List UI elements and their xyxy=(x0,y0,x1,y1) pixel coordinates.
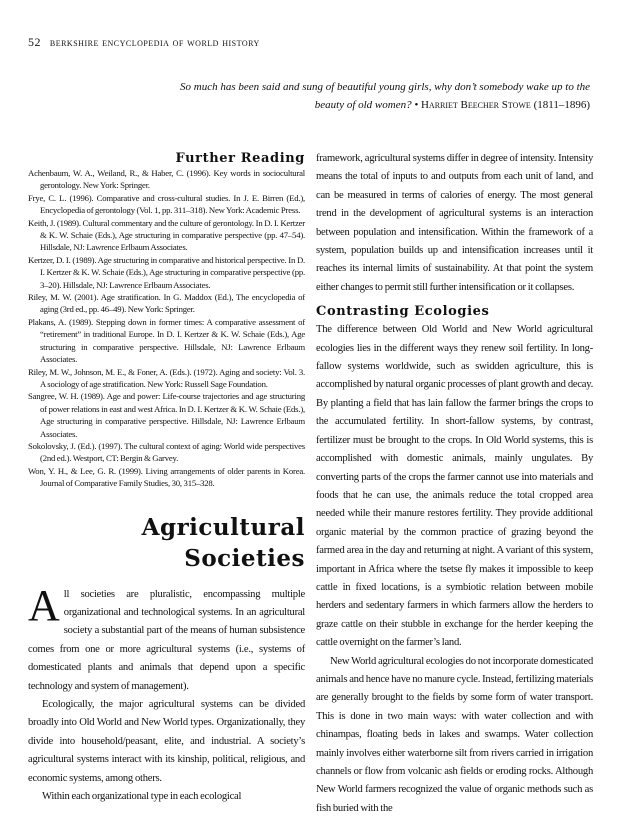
paragraph xyxy=(28,580,305,696)
paragraph: framework, agricultural systems differ in degree of intensity. Intensity means the total of inputs to and outputs from each unit of land, and can be measured in terms of calories of energy. The most general trend in the development of agricultural systems is an interaction between population and intensification. Within the framework of a system, population builds up and intensification increases until it reaches its internal limits of sustainability. At that point the system either changes to permit still further intensification or it collapses. xyxy=(316,153,593,293)
drop-cap: A xyxy=(28,580,60,630)
reference-item: Achenbaum, W. A., Weiland, R., & Haber, C. (1996). Key words in sociocultural gerontology. New York: Springer. xyxy=(28,168,305,191)
quote-text: So much has been said and sung of beautiful young girls, why don’t somebody wake up to the beauty of old women? xyxy=(180,81,591,111)
paragraph: Ecologically, the major agricultural systems can be divided broadly into Old World and New World types. Organizationally, they divide into household/peasant, elite, and industrial. A society’s agricultural systems interact with its kinship, political, religious, and economic systems, among others. xyxy=(28,699,305,784)
article-title xyxy=(28,512,305,574)
reference-item: Riley, M. W., Johnson, M. E., & Foner, A. (Eds.). (1972). Aging and society: Vol. 3. A sociology of age stratification. New York: Russell Sage Foundation. xyxy=(28,366,305,389)
article-title-line: Agricultural xyxy=(141,513,305,541)
reference-item: Won, Y. H., & Lee, G. R. (1999). Living arrangements of older parents in Korea. Journal of Comparative Family Studies, 30, 315–328. xyxy=(28,465,305,489)
reference-item: Sangree, W. H. (1989). Age and power: Life-course trajectories and age structuring of power relations in east and west Africa. In D. I. Kertzer & K. W. Schaie (Eds.), Age structuring in comparative perspective. Hillsdale, NJ: Lawrence Erlbaum Associates. xyxy=(28,391,305,439)
quote-bullet: • xyxy=(414,99,419,111)
reference-item: Kertzer, D. I. (1989). Age structuring in comparative and historical perspective. In D. I. Kertzer & K. W. Schaie (Eds.), Age structuring in comparative perspective (pp. 3–20). Hillsdale, NJ: Lawrence Erlbaum Associates. xyxy=(28,254,305,290)
left-column-body xyxy=(28,580,305,807)
left-column xyxy=(28,150,305,806)
running-title: berkshire encyclopedia of world history xyxy=(49,37,260,49)
reference-item: Sokolovsky, J. (Ed.). (1997). The cultural context of aging: World wide perspectives (2nd ed.). Westport, CT: Bergin & Garvey. xyxy=(28,440,305,464)
page-number: 52 xyxy=(28,35,41,49)
running-header xyxy=(28,35,260,50)
reference-list xyxy=(28,167,305,490)
paragraph-text: ll societies are pluralistic, encompassing multiple organizational and technological systems. In an agricultural society a substantial part of the means of human subsistence comes from one or more agricultural systems (i.e., systems of domesticated plants and animals that depend upon a specific technology and system of management). xyxy=(28,588,305,692)
quote-attribution: Harriet Beecher Stowe (1811–1896) xyxy=(420,99,590,111)
paragraph: The difference between Old World and New World agricultural ecologies lies in the different ways they renew soil fertility. In long-fallow systems worldwide, such as swidden agriculture, this is accomplished by natural organic processes of plant growth and decay. By planting a field that has lain fallow the farmer brings the crops to the accumulated fertility. In short-fallow systems, by contrast, fertilizer must be brought to the crops. In Old World systems, this is accomplished with domestic animals, mainly ungulates. By converting parts of the crops the farmer cannot use into materials and foods that he can use, the animals reduce the total cropped area needed while their manure restores fertility. They provide additional organic material by the common practice of grazing beyond the farmed area in the day and returning at night. A variant of this system, important in Africa where the tsetse fly makes it impossible to keep cattle in fixed locations, is a symbiotic relation between mobile herders and sedentary farmers in which farmers allow the herders to graze cattle on their stubble in exchange for the herder keeping the cattle overnight on the farmer’s land. xyxy=(316,324,593,649)
reference-item: Plakans, A. (1989). Stepping down in former times: A comparative assessment of “retirement” in traditional Europe. In D. I. Kertzer & K. W. Schaie (Eds.), Age structuring in comparative perspective. Hillsdale, NJ: Lawrence Erlbaum Associates. xyxy=(28,316,305,365)
right-column-body xyxy=(316,150,593,818)
epigraph-quote xyxy=(180,78,590,114)
paragraph: New World agricultural ecologies do not incorporate domesticated animals and hence have no manure cycle. Instead, fertilizing materials are generally brought to the fields by some form of water transport. This is done in two main ways: with water collection and with chinampas, floating beds in lakes and swamps. Water collection mainly involves either waterborne silt from rivers carried in irrigation channels or flow from volcanic ash fields or eroding rocks. Although New World farmers recognized the value of organic methods such as fish buried with the xyxy=(316,655,593,814)
article-title-line: Societies xyxy=(184,544,305,572)
further-reading-heading: Further Reading xyxy=(175,151,305,166)
reference-item: Riley, M. W. (2001). Age stratification. In G. Maddox (Ed.), The encyclopedia of aging (3rd ed., pp. 46–49). New York: Springer. xyxy=(28,292,305,315)
section-heading: Contrasting Ecologies xyxy=(316,304,490,320)
reference-item: Keith, J. (1989). Cultural commentary and the culture of gerontology. In D. I. Kertzer & K. W. Schaie (Eds.), Age structuring in comparative perspective (pp. 47–54). Hillsdale, NJ: Lawrence Erlbaum Associates. xyxy=(28,217,305,253)
paragraph: Within each organizational type in each ecological xyxy=(42,791,242,803)
reference-item: Frye, C. L. (1996). Comparative and cross-cultural studies. In J. E. Birren (Ed.), Encyclopedia of gerontology (Vol. 1, pp. 311–318). New York: Academic Press. xyxy=(28,192,305,216)
